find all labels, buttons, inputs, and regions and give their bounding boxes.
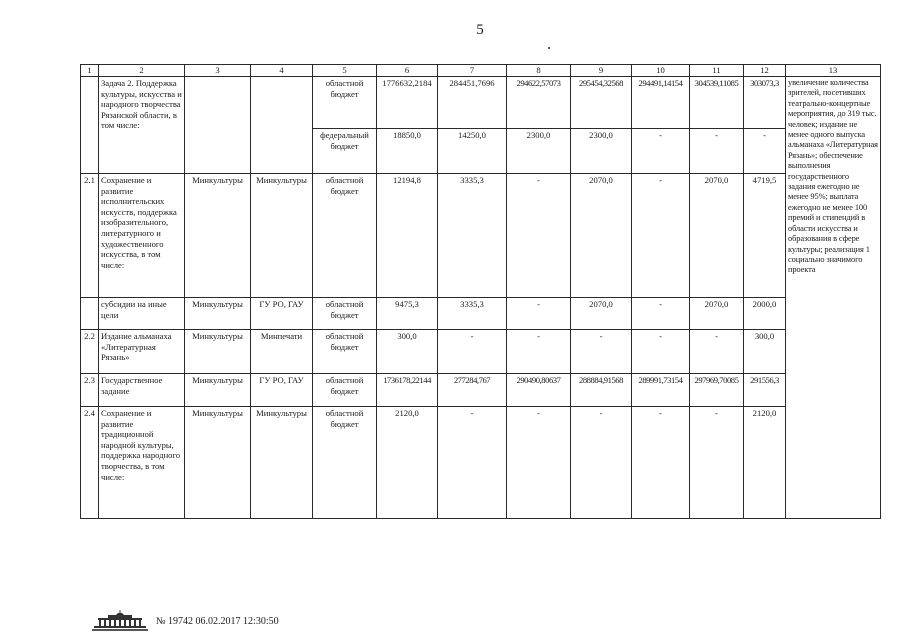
scan-speck	[548, 47, 550, 49]
value-cell: 1736178,22144	[377, 374, 438, 407]
value-cell: 2070,0	[690, 174, 744, 298]
row-number: 2.1	[81, 174, 99, 298]
table-row	[81, 330, 881, 374]
organizer-cell	[185, 77, 251, 174]
value-cell: 2300,0	[507, 129, 571, 174]
executor-cell	[251, 77, 313, 174]
header-cell: 10	[632, 65, 690, 77]
funding-source: областной бюджет	[313, 77, 377, 129]
value-cell: 2300,0	[571, 129, 632, 174]
value-cell: 4719,5	[744, 174, 786, 298]
value-cell: 288884,91568	[571, 374, 632, 407]
value-cell: 289991,73154	[632, 374, 690, 407]
value-cell: 2070,0	[690, 298, 744, 330]
value-cell: 294622,57073	[507, 77, 571, 129]
task-name: Издание альманаха «Литературная Рязань»	[99, 330, 185, 374]
header-cell: 13	[786, 65, 881, 77]
value-cell: -	[744, 129, 786, 174]
funding-source: областной бюджет	[313, 407, 377, 519]
value-cell: 297969,70085	[690, 374, 744, 407]
executor-cell: Минкультуры	[251, 407, 313, 519]
value-cell: 2120,0	[744, 407, 786, 519]
value-cell: -	[571, 330, 632, 374]
executor-cell: ГУ РО, ГАУ	[251, 298, 313, 330]
value-cell: 2000,0	[744, 298, 786, 330]
value-cell: 303073,3	[744, 77, 786, 129]
executor-cell: Минкультуры	[251, 174, 313, 298]
header-cell: 2	[99, 65, 185, 77]
table-row	[81, 298, 881, 330]
value-cell: 3335,3	[438, 298, 507, 330]
header-cell: 6	[377, 65, 438, 77]
funding-source: областной бюджет	[313, 374, 377, 407]
funding-source: областной бюджет	[313, 174, 377, 298]
table-row	[81, 77, 881, 129]
value-cell: -	[571, 407, 632, 519]
value-cell: -	[632, 174, 690, 298]
row-number: 2.2	[81, 330, 99, 374]
value-cell: 3335,3	[438, 174, 507, 298]
value-cell: -	[690, 330, 744, 374]
table-row	[81, 174, 881, 298]
registration-footer	[90, 610, 350, 632]
funding-source: областной бюджет	[313, 330, 377, 374]
header-cell: 5	[313, 65, 377, 77]
header-cell: 7	[438, 65, 507, 77]
organizer-cell: Минкультуры	[185, 174, 251, 298]
value-cell: 291556,3	[744, 374, 786, 407]
value-cell: 304539,11085	[690, 77, 744, 129]
row-number	[81, 77, 99, 174]
header-cell: 9	[571, 65, 632, 77]
registration-stamp: № 19742 06.02.2017 12:30:50	[156, 616, 279, 627]
row-number: 2.3	[81, 374, 99, 407]
program-table	[80, 64, 881, 519]
header-cell: 1	[81, 65, 99, 77]
header-cell: 8	[507, 65, 571, 77]
value-cell: 294491,14154	[632, 77, 690, 129]
table-row	[81, 374, 881, 407]
organizer-cell: Минкультуры	[185, 298, 251, 330]
value-cell: -	[507, 407, 571, 519]
funding-source: областной бюджет	[313, 298, 377, 330]
page-number: 5	[476, 22, 484, 38]
value-cell: -	[690, 407, 744, 519]
task-name: субсидии на иные цели	[99, 298, 185, 330]
executor-cell: ГУ РО, ГАУ	[251, 374, 313, 407]
row-number	[81, 298, 99, 330]
header-cell: 11	[690, 65, 744, 77]
value-cell: 2070,0	[571, 298, 632, 330]
value-cell: -	[632, 407, 690, 519]
government-building-logo	[90, 610, 150, 632]
value-cell: 18850,0	[377, 129, 438, 174]
table-header-row	[81, 65, 881, 77]
value-cell: -	[507, 330, 571, 374]
task-name: Сохранение и развитие традиционной народной культуры, поддержка народного творчества, в том числе:	[99, 407, 185, 519]
value-cell: -	[632, 330, 690, 374]
funding-source: федеральный бюджет	[313, 129, 377, 174]
task-name: Задача 2. Поддержка культуры, искусства и народного творчества Рязанской области, в том числе:	[99, 77, 185, 174]
expected-results: увеличение количества зрителей, посетивших театрально-концертные мероприятия, до 319 тыс. человек; издание не менее одного выпуска альманаха «Литературная Рязань»; обеспечение выполнения государственного задания ежегодно не менее 95%; выплата ежегодно не менее 100 премий и стипендий в области искусства и образования в сфере культуры; реализация 1 социально значимого проекта	[786, 77, 881, 519]
value-cell: 284451,7696	[438, 77, 507, 129]
value-cell: -	[507, 174, 571, 298]
value-cell: -	[507, 298, 571, 330]
task-name: Сохранение и развитие исполнительских искусств, поддержка изобразительного, литературного и художественного искусства, в том числе:	[99, 174, 185, 298]
value-cell: 12194,8	[377, 174, 438, 298]
value-cell: 300,0	[377, 330, 438, 374]
header-cell: 3	[185, 65, 251, 77]
row-number: 2.4	[81, 407, 99, 519]
value-cell: 295454,32568	[571, 77, 632, 129]
value-cell: 1776632,2184	[377, 77, 438, 129]
value-cell: 277284,767	[438, 374, 507, 407]
value-cell: 290490,80637	[507, 374, 571, 407]
task-name: Государственное задание	[99, 374, 185, 407]
organizer-cell: Минкультуры	[185, 374, 251, 407]
organizer-cell: Минкультуры	[185, 330, 251, 374]
value-cell: -	[438, 330, 507, 374]
value-cell: -	[632, 298, 690, 330]
value-cell: 300,0	[744, 330, 786, 374]
header-cell: 12	[744, 65, 786, 77]
value-cell: 2120,0	[377, 407, 438, 519]
table-row	[81, 407, 881, 519]
executor-cell: Минпечати	[251, 330, 313, 374]
value-cell: 2070,0	[571, 174, 632, 298]
header-cell: 4	[251, 65, 313, 77]
organizer-cell: Минкультуры	[185, 407, 251, 519]
value-cell: -	[690, 129, 744, 174]
value-cell: -	[632, 129, 690, 174]
value-cell: 14250,0	[438, 129, 507, 174]
value-cell: -	[438, 407, 507, 519]
value-cell: 9475,3	[377, 298, 438, 330]
